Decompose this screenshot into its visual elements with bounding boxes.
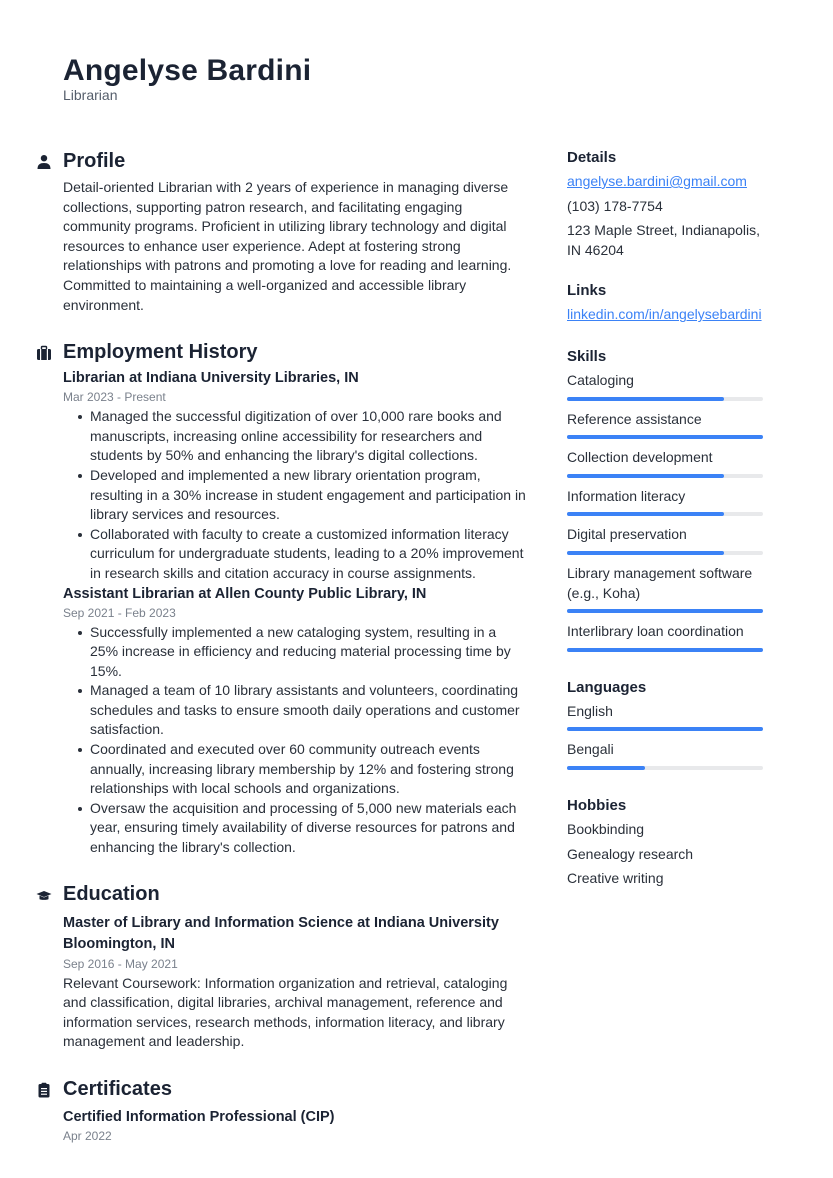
language-item	[567, 740, 767, 770]
resume-header	[63, 52, 311, 102]
profile-summary: Detail-oriented Librarian with 2 years of experience in managing diverse collections, supporting patron research, and facilitating engaging community programs. Proficient in utilizing library technology and digital resources to enhance user experience. Adept at fostering strong relationships with patrons and promoting a love for reading and learning. Committed to maintaining a well-organized and accessible library environment.	[63, 179, 512, 313]
skill-level-bar	[567, 512, 763, 516]
details-title: Details	[567, 149, 617, 166]
job-dates: Sep 2021 - Feb 2023	[63, 605, 176, 620]
links-title: Links	[567, 282, 607, 300]
skills-title: Skills	[567, 347, 607, 365]
certificates-header	[63, 1074, 526, 1104]
employment-title: Employment History	[63, 340, 258, 363]
skill-level-bar	[567, 397, 763, 401]
phone-number: (103) 178-7754	[567, 197, 663, 214]
linkedin-link[interactable]: linkedin.com/in/angelysebardini	[567, 306, 762, 323]
job-title: Librarian at Indiana University Libraries, IN	[63, 370, 359, 387]
details-section	[567, 148, 767, 260]
degree-description: Relevant Coursework: Information organization and retrieval, cataloging and classification, digital libraries, archival management, reference and information services, research methods, information literacy, and library management and leadership.	[63, 974, 508, 1050]
candidate-name: Angelyse Bardini	[63, 54, 312, 87]
briefcase-icon	[36, 345, 52, 361]
job-entry	[63, 584, 526, 858]
languages-title: Languages	[567, 678, 647, 696]
hobby-item: Creative writing	[567, 870, 664, 887]
certificate-title: Certified Information Professional (CIP)	[63, 1109, 335, 1125]
language-level-bar	[567, 727, 763, 731]
skill-item	[567, 371, 767, 401]
job-bullet: Collaborated with faculty to create a customized information literacy curriculum for undergraduate students, leading to a 20% improvement in research skills and citation accuracy in course assignments.	[90, 525, 526, 584]
profile-header	[63, 146, 526, 176]
skill-name: Digital preservation	[567, 526, 687, 543]
languages-section	[567, 678, 767, 770]
employment-section	[36, 337, 526, 857]
skill-name: Cataloging	[567, 371, 634, 388]
job-dates: Mar 2023 - Present	[63, 390, 166, 405]
skill-level-fill	[567, 551, 724, 555]
skills-list	[567, 371, 767, 652]
skill-item	[567, 564, 767, 613]
skill-name: Reference assistance	[567, 410, 702, 427]
job-bullet: Managed a team of 10 library assistants and volunteers, coordinating schedules and tasks to ensure smooth daily operations and customer satisfaction.	[90, 681, 526, 740]
language-level-bar	[567, 766, 763, 770]
job-bullets	[63, 623, 526, 858]
certificates-section	[36, 1074, 526, 1145]
skill-level-bar	[567, 648, 763, 652]
hobby-item: Genealogy research	[567, 845, 694, 862]
job-bullet: Oversaw the acquisition and processing of 5,000 new materials each year, ensuring timely availability of diverse resources for patrons and enhancing the library's collection.	[90, 799, 526, 858]
language-name: English	[567, 702, 613, 719]
skill-level-fill	[567, 609, 763, 613]
language-name: Bengali	[567, 741, 614, 758]
skill-level-bar	[567, 435, 763, 439]
skill-item	[567, 622, 767, 652]
skill-name: Library management software (e.g., Koha)	[567, 564, 753, 601]
skill-item	[567, 525, 767, 555]
language-level-fill	[567, 727, 763, 731]
education-entry	[63, 913, 526, 1052]
skill-level-bar	[567, 609, 763, 613]
hobbies-section	[567, 796, 767, 889]
skill-name: Collection development	[567, 449, 713, 466]
email-link[interactable]: angelyse.bardini@gmail.com	[567, 173, 747, 189]
language-level-fill	[567, 766, 645, 770]
links-section	[567, 281, 767, 330]
education-header	[63, 880, 526, 910]
address: 123 Maple Street, Indianapolis, IN 46204	[567, 222, 761, 258]
languages-list	[567, 702, 767, 770]
skill-item	[567, 487, 767, 517]
skill-name: Interlibrary loan coordination	[567, 623, 744, 640]
education-section	[36, 880, 526, 1052]
skill-level-fill	[567, 474, 724, 478]
degree-title: Master of Library and Information Science at Indiana University Bloomington, IN	[63, 914, 499, 952]
employment-header	[63, 337, 526, 367]
certificates-title: Certificates	[63, 1077, 172, 1100]
degree-dates: Sep 2016 - May 2021	[63, 956, 178, 971]
profile-title: Profile	[63, 149, 126, 172]
candidate-title: Librarian	[63, 87, 118, 103]
clipboard-icon	[36, 1082, 52, 1098]
person-icon	[36, 154, 52, 170]
hobby-item: Bookbinding	[567, 820, 645, 837]
job-entry	[63, 368, 526, 583]
certificate-date: Apr 2022	[63, 1129, 112, 1143]
skill-level-fill	[567, 435, 763, 439]
certificate-entry	[63, 1107, 526, 1145]
job-bullet: Successfully implemented a new cataloging system, resulting in a 25% increase in efficiency and reducing material processing time by 15%.	[90, 623, 526, 682]
job-bullet: Developed and implemented a new library orientation program, resulting in a 30% increase in student engagement and participation in library services and resources.	[90, 466, 526, 525]
skill-level-fill	[567, 648, 763, 652]
main-column	[36, 146, 526, 1145]
job-title: Assistant Librarian at Allen County Public Library, IN	[63, 585, 427, 602]
job-bullet: Managed the successful digitization of over 10,000 rare books and manuscripts, increasing online accessibility for researchers and students by 50% and enhancing the library's digital collections.	[90, 407, 526, 466]
education-title: Education	[63, 883, 160, 906]
job-bullet: Coordinated and executed over 60 community outreach events annually, increasing library membership by 12% and fostering strong relationships with local schools and organizations.	[90, 740, 526, 799]
skill-level-bar	[567, 474, 763, 478]
skills-section	[567, 347, 767, 652]
graduation-cap-icon	[36, 888, 52, 904]
sidebar-column	[567, 148, 767, 910]
skill-item	[567, 410, 767, 440]
skill-item	[567, 448, 767, 478]
skill-name: Information literacy	[567, 487, 686, 504]
skill-level-bar	[567, 551, 763, 555]
job-bullets	[63, 407, 526, 583]
skill-level-fill	[567, 512, 724, 516]
language-item	[567, 702, 767, 732]
skill-level-fill	[567, 397, 724, 401]
profile-section	[36, 146, 526, 315]
hobbies-title: Hobbies	[567, 796, 627, 814]
